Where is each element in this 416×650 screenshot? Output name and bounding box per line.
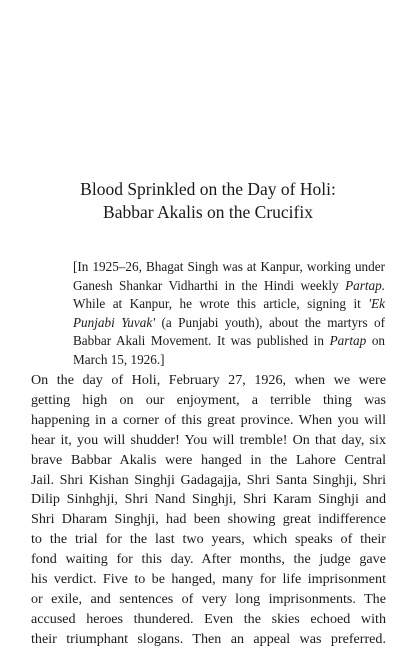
note-partap-title: Partap. [345,277,385,293]
body-line: hear it, you will shudder! You will tremble! On that day, six [31,431,386,448]
note-line-5 [73,332,385,351]
chapter-title [40,178,376,224]
body-line: Dilip Sinhghji, Shri Nand Singhji, Shri Karam Singhji and [31,491,386,508]
body-line: accused heroes thundered. Even the skies echoed with [31,610,386,627]
body-line: to the trial for the last two years, which speaks of their [31,531,386,548]
note-line-3 [73,295,385,314]
editor-note [73,258,385,370]
chapter-title-line-1: Blood Sprinkled on the Day of Holi: [80,179,336,199]
note-line-3-text: While at Kanpur, he wrote this article, signing it [73,296,369,312]
note-line-4-text: (a Punjabi youth), about the martyrs of [155,314,385,330]
body-line: Jail. Shri Kishan Singhji Gadagajja, Shri Santa Singhji, Shri [31,471,386,488]
note-line-2 [73,277,385,296]
note-line-5-text: Babbar Akali Movement. It was published in [73,333,330,349]
body-line: getting high on our enjoyment, a terrible thing was [31,391,386,408]
note-line-2-text: Ganesh Shankar Vidharthi in the Hindi weekly [73,277,346,293]
body-line: his verdict. Five to be hanged, many for life imprisonment [31,571,386,588]
body-line: happening in a corner of this great province. When you will [31,411,386,428]
note-ek: 'Ek [368,296,385,312]
body-line: On the day of Holi, February 27, 1926, when we were [31,372,386,388]
note-line-5-tail: on [366,333,386,349]
body-line: Shri Dharam Singhji, had been showing great indifference [31,511,386,528]
body-line: brave Babbar Akalis were hanged in the Lahore Central [31,451,386,468]
body-line: or exile, and sentences of very long imprisonments. The [31,590,386,607]
chapter-title-line-2: Babbar Akalis on the Crucifix [103,202,313,222]
note-punjabi-yuvak: Punjabi Yuvak' [73,314,156,330]
note-line-4 [73,314,385,333]
note-partap-title-2: Partap [329,333,367,349]
body-line: fond waiting for this day. After months, the judge gave [31,551,386,568]
body-paragraph [31,371,386,650]
note-line-1: [In 1925–26, Bhagat Singh was at Kanpur, working under [73,259,385,274]
note-line-6: March 15, 1926.] [73,351,165,367]
body-line: their triumphant slogans. Then an appeal was preferred. [31,630,386,647]
